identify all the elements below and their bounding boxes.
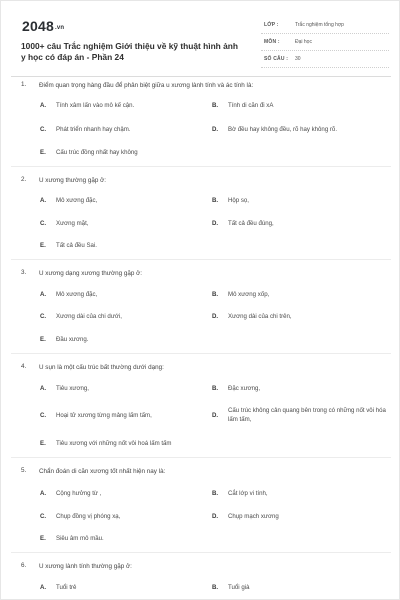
option-text: Cắt lớp vi tính, [228,490,268,497]
option-text: Cộng hưởng từ , [56,490,102,497]
option-text: Đầu xương. [56,336,89,343]
option-letter: A. [40,385,47,392]
option-text: Tuổi trẻ [56,584,77,591]
site-logo[interactable] [22,18,64,34]
meta-value: Trắc nghiệm tổng hợp [295,22,344,28]
option-letter: D. [212,412,219,419]
option-text: Tiêu xương, [56,385,89,392]
option-letter: B. [212,102,219,109]
meta-value: 30 [295,56,301,62]
option-text: Tiêu xương với những nốt vôi hoá lấm tấm [56,440,172,447]
question-text: Điểm quan trọng hàng đầu để phân biệt giữa u xương lành tính và ác tính là: [39,82,254,89]
option-text: Mô xương đặc, [56,291,98,298]
option-text: Tính xâm lấn vào mô kế cận. [56,102,135,109]
question-divider [11,457,391,458]
option-letter: A. [40,102,47,109]
option-text: Đặc xương, [228,385,261,392]
question-number: 1. [21,81,27,88]
option-letter: B. [212,291,219,298]
meta-row-count [261,51,389,68]
option-text: Chụp mạch xương [228,513,279,520]
meta-row-class [261,17,389,34]
option-letter: C. [40,412,47,419]
option-text: Cấu trúc đồng nhất hay không [56,149,138,156]
question-text: U xương dạng xương thường gặp ở: [39,270,143,277]
option-letter: B. [212,490,219,497]
question-number: 2. [21,176,27,183]
question-divider [11,353,391,354]
option-text: Siêu âm mô mầu. [56,535,104,542]
option-text: Hộp sọ, [228,197,250,204]
option-letter: E. [40,535,46,542]
question-text: U xương thường gặp ở: [39,177,107,184]
header-divider [11,76,391,77]
question-number: 4. [21,363,27,370]
option-text: Cấu trúc không cản quang bên trong có những nốt vôi hóa lấm tấm, [228,407,386,423]
option-letter: E. [40,242,46,249]
option-letter: E. [40,440,46,447]
option-text: Chụp đồng vị phóng xạ, [56,513,121,520]
option-text: Xương dài của chi trên, [228,313,292,320]
option-letter: B. [212,197,219,204]
page-header [11,11,391,71]
option-text: Tuổi già [228,584,250,591]
option-letter: B. [212,584,219,591]
logo-tld: .vn [54,25,65,31]
option-letter: A. [40,490,47,497]
meta-label: SỐ CÂU : [264,56,289,62]
question-number: 3. [21,269,27,276]
option-text: Bờ đều hay không đều, rõ hay không rõ. [228,126,338,133]
option-letter: E. [40,336,46,343]
meta-row-subject [261,34,389,51]
option-letter: E. [40,149,46,156]
question-text: U xương lành tính thường gặp ở: [39,563,132,570]
option-text: Tính di căn đi xA [228,102,274,109]
question-text: Chẩn đoán di căn xương tốt nhất hiện nay là: [39,468,166,475]
option-text: Tất cả đều đúng, [228,220,274,227]
option-text: Xương mặt, [56,220,89,227]
meta-label: MÔN : [264,39,280,45]
document-title: 1000+ câu Trắc nghiệm Giới thiệu về kỹ thuật hình ảnh y học có đáp án - Phần 24 [21,41,239,62]
question-divider [11,166,391,167]
option-text: Xương dài của chi dưới, [56,313,122,320]
option-text: Mô xương đặc, [56,197,98,204]
question-text: U sụn là một cấu trúc bất thường dưới dạng: [39,364,164,371]
option-letter: B. [212,385,219,392]
question-number: 6. [21,562,27,569]
document-meta [261,17,389,68]
option-text: Mô xương xốp, [228,291,270,298]
option-text: Hoại tử xương từng mảng lấm tấm, [56,412,152,419]
option-letter: D. [212,513,219,520]
option-letter: C. [40,313,47,320]
option-text: Tất cả đều Sai. [56,242,97,249]
question-number: 5. [21,467,27,474]
option-letter: C. [40,126,47,133]
option-letter: A. [40,291,47,298]
option-letter: D. [212,313,219,320]
question-divider [11,552,391,553]
option-letter: C. [40,513,47,520]
option-letter: D. [212,220,219,227]
option-letter: C. [40,220,47,227]
meta-value: Đại học [295,39,312,45]
meta-label: LỚP : [264,22,279,28]
option-letter: A. [40,197,47,204]
option-letter: A. [40,584,47,591]
question-divider [11,259,391,260]
logo-text: 2048 [22,18,54,34]
option-letter: D. [212,126,219,133]
option-text: Phát triển nhanh hay chậm. [56,126,131,133]
